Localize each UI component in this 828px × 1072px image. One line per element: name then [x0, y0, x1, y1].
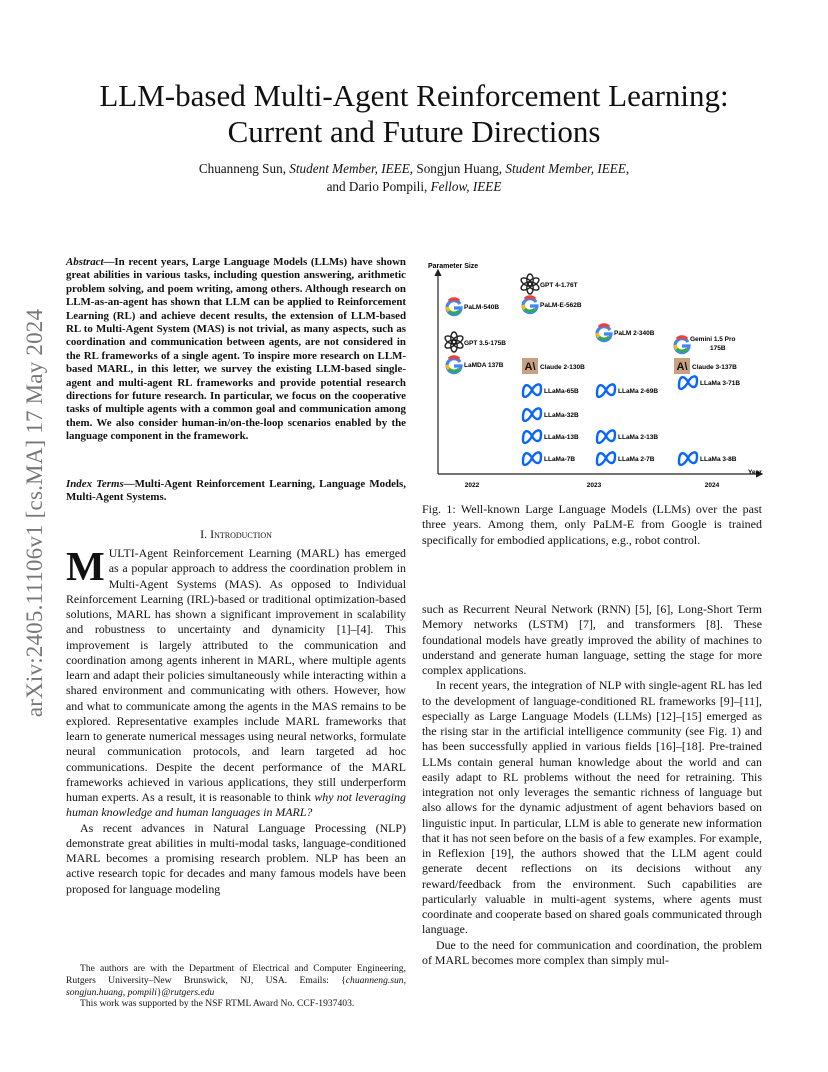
svg-text:A\: A\	[676, 361, 688, 373]
footnote-affiliation-text: The authors are with the Department of Electrical and Computer Engineering, Rutgers University–New Brunswick, NJ, USA. Emails: {	[66, 963, 406, 986]
meta-logo-icon	[597, 452, 615, 465]
author-membership: Student Member, IEEE	[505, 161, 626, 176]
intro-paragraph-1-text: ULTI-Agent Reinforcement Learning (MARL) has emerged as a popular approach to address the coordination problem in Multi-Agent Systems (MAS). As opposed to Individual Reinforcement Learning (IRL)-based or traditional optimization-based solutions, MARL has shown a significant improvement in scalability and robustness to uncertainty and dynamicity [1]–[4]. This improvement is largely attributed to the communication and coordination among agents inherent in MARL, where multiple agents learn and adapt their policies simultaneously while interacting within a shared environment and communicating with others. However, how and what to communicate among the agents in the MAS remains to be explored. Representative examples include MARL frameworks that learn to generate numerical messages using neural networks, formulate neural communication protocols, and learn targeted ad hoc communications. Despite the decent performance of the MARL frameworks achieved in various applications, they still underperform human experts. As a result, it is reasonable to think	[66, 546, 406, 804]
index-terms-label: Index Terms	[66, 478, 124, 490]
arxiv-id: arXiv:2405.11106v1 [cs.MA] 17 May 2024	[22, 308, 47, 718]
right-paragraph-2: In recent years, the integration of NLP with single-agent RL has led to the development of language-conditioned RL frameworks [9]–[11], especially as Large Language Models (LLMs) [12]–[15] emerged as the rising star in the artificial intelligence community (see Fig. 1) and has been successfully applied in various fields [16]–[18]. Pre-trained LLMs contain general human knowledge about the world and can easily adapt to RL problems without the need for retraining. This integration not only leverages the semantic richness of language but also allows for the dynamic adjustment of agent behaviors based on linguistic input. In particular, LLM is able to generate new information that it has not seen before on the basis of a few examples. For example, in Reflexion [19], the authors showed that the LLM agent could generate decent reflections on its decisions without any reward/feedback from the environment. Such capabilities are particularly valuable in multi-agent systems, where agents must coordinate and cooperate based on shared goals communicated through language.	[422, 678, 762, 937]
abstract	[66, 256, 406, 444]
point-label: LLaMa 2-69B	[618, 388, 659, 395]
point-label: PaLM-E-562B	[540, 302, 582, 309]
right-column-body	[422, 602, 762, 968]
x-tick-label: 2024	[704, 482, 720, 489]
paper-title	[0, 78, 828, 150]
point-label: LLaMa 2-13B	[618, 434, 659, 441]
point-label: LLaMa 3-8B	[700, 456, 737, 463]
author-list	[0, 160, 828, 196]
point-label: LLaMa 3-71B	[700, 380, 741, 387]
meta-logo-icon	[523, 384, 541, 397]
chart-point	[597, 430, 658, 443]
y-axis-label: Parameter Size	[428, 263, 479, 270]
chart-point	[447, 357, 504, 373]
chart-point	[597, 452, 655, 465]
footnote	[66, 963, 406, 1010]
point-label: 175B	[710, 345, 726, 352]
point-label: PaLM 2-340B	[614, 330, 655, 337]
abstract-label: Abstract	[66, 256, 104, 268]
chart-point	[520, 274, 578, 294]
title-line-1: LLM-based Multi-Agent Reinforcement Learning:	[99, 78, 729, 113]
anthropic-logo-icon	[674, 358, 690, 374]
section-heading-introduction: I. Introduction	[200, 527, 272, 541]
chart-point	[597, 384, 658, 397]
openai-logo-icon	[520, 274, 541, 294]
meta-logo-icon	[679, 452, 697, 465]
author-name: Chuanneng Sun,	[198, 161, 290, 176]
point-label: LaMDA 137B	[464, 362, 504, 369]
point-label: Gemini 1.5 Pro	[690, 336, 736, 343]
chart-point	[674, 358, 737, 374]
footnote-affiliation	[66, 963, 406, 998]
chart-point	[675, 336, 736, 353]
footnote-emails: chuanneng.sun, songjun.huang, pompili	[66, 974, 406, 998]
right-paragraph-3: Due to the need for communication and coordination, the problem of MARL becomes more complex than simply mul-	[422, 937, 762, 967]
meta-logo-icon	[523, 408, 541, 421]
author-membership: Student Member, IEEE	[289, 161, 410, 176]
footnote-at: }@	[156, 986, 171, 998]
anthropic-logo-icon	[522, 358, 538, 374]
chart-point	[679, 452, 737, 465]
author-separator: ,	[625, 161, 630, 176]
index-terms	[66, 478, 406, 505]
point-label: LLaMa 2-7B	[618, 456, 655, 463]
drop-cap: M	[66, 543, 105, 589]
google-logo-icon	[447, 299, 461, 315]
introduction-body	[66, 543, 406, 897]
google-logo-icon	[447, 357, 461, 373]
intro-paragraph-2: As recent advances in Natural Language Processing (NLP) demonstrate great abilities in multi-modal tasks, language-conditioned MARL becomes a promising research problem. NLP has been an active research topic for decades and many famous models have been proposed for language modeling	[66, 820, 406, 896]
svg-text:A\: A\	[524, 361, 536, 373]
chart-point	[523, 384, 579, 397]
point-label: LLaMa-65B	[544, 388, 579, 395]
chart-point	[523, 452, 575, 465]
x-tick-label: 2023	[586, 482, 602, 489]
point-label: GPT 4-1.76T	[540, 282, 578, 289]
point-label: LLaMa-13B	[544, 434, 579, 441]
llm-timeline-chart	[424, 258, 768, 490]
point-label: Claude 3-137B	[692, 364, 737, 371]
arxiv-stamp	[10, 268, 60, 758]
title-line-2: Current and Future Directions	[227, 114, 601, 149]
meta-logo-icon	[523, 430, 541, 443]
chart-point	[444, 332, 506, 352]
google-logo-icon	[675, 337, 689, 353]
chart-point	[523, 297, 582, 313]
index-terms-text: —Multi-Agent Reinforcement Learning, Language Models, Multi-Agent Systems.	[66, 478, 406, 504]
chart-point	[523, 408, 579, 421]
chart-point	[523, 430, 579, 443]
footnote-funding: This work was supported by the NSF RTML Award No. CCF-1937403.	[80, 998, 355, 1010]
point-label: LLaMa-32B	[544, 412, 579, 419]
intro-paragraph-1	[66, 543, 406, 821]
right-paragraph-1: such as Recurrent Neural Network (RNN) [5], [6], Long-Short Term Memory networks (LSTM) [7], and transformers [8]. These foundational models have greatly improved the ability of machines to understand and generate human language, setting the stage for more complex applications.	[422, 602, 762, 677]
google-logo-icon	[597, 325, 611, 341]
chart-point	[679, 376, 740, 389]
author-name: , Songjun Huang,	[409, 161, 506, 176]
meta-logo-icon	[679, 376, 697, 389]
chart-marks	[444, 274, 741, 465]
point-label: Claude 2-130B	[540, 364, 585, 371]
meta-logo-icon	[597, 430, 615, 443]
figure-1-chart	[424, 258, 768, 490]
chart-point	[597, 325, 655, 341]
meta-logo-icon	[597, 384, 615, 397]
chart-point	[447, 299, 499, 315]
author-name: and Dario Pompili,	[326, 179, 431, 194]
openai-logo-icon	[444, 332, 465, 352]
meta-logo-icon	[523, 452, 541, 465]
figure-1-caption: Fig. 1: Well-known Large Language Models (LLMs) over the past three years. Among them, only PaLM-E from Google is trained specifically for embodied applications, e.g., robot control.	[422, 502, 762, 547]
chart-point	[522, 358, 585, 374]
author-membership: Fellow, IEEE	[430, 179, 502, 194]
x-axis-ticks	[465, 482, 720, 489]
point-label: PaLM-540B	[464, 304, 500, 311]
x-tick-label: 2022	[464, 482, 480, 489]
footnote-domain: rutgers.edu	[170, 986, 215, 998]
x-axis-label: Year	[748, 469, 762, 476]
abstract-text: —In recent years, Large Language Models (LLMs) have shown great abilities in various tasks, including question answering, arithmetic problem solving, and poem writing, among others. Although research on LLM-as-an-agent has shown that LLM can be applied to Reinforcement Learning (RL) and achieve decent results, the extension of LLM-based RL to Multi-Agent System (MAS) is not trivial, as many aspects, such as coordination and communication between agents, are not considered in the RL frameworks of a single agent. To inspire more research on LLM-based MARL, in this letter, we survey the existing LLM-based single-agent and multi-agent RL frameworks and provide potential research directions for future research. In particular, we focus on the cooperative tasks of multiple agents with a common goal and communication among them. We also consider human-in/on-the-loop scenarios enabled by the language component in the framework.	[66, 256, 406, 443]
point-label: LLaMa-7B	[544, 456, 576, 463]
point-label: GPT 3.5-175B	[464, 340, 506, 347]
google-logo-icon	[523, 297, 537, 313]
intro-question: why not leveraging human knowledge and human languages in MARL?	[66, 790, 406, 820]
